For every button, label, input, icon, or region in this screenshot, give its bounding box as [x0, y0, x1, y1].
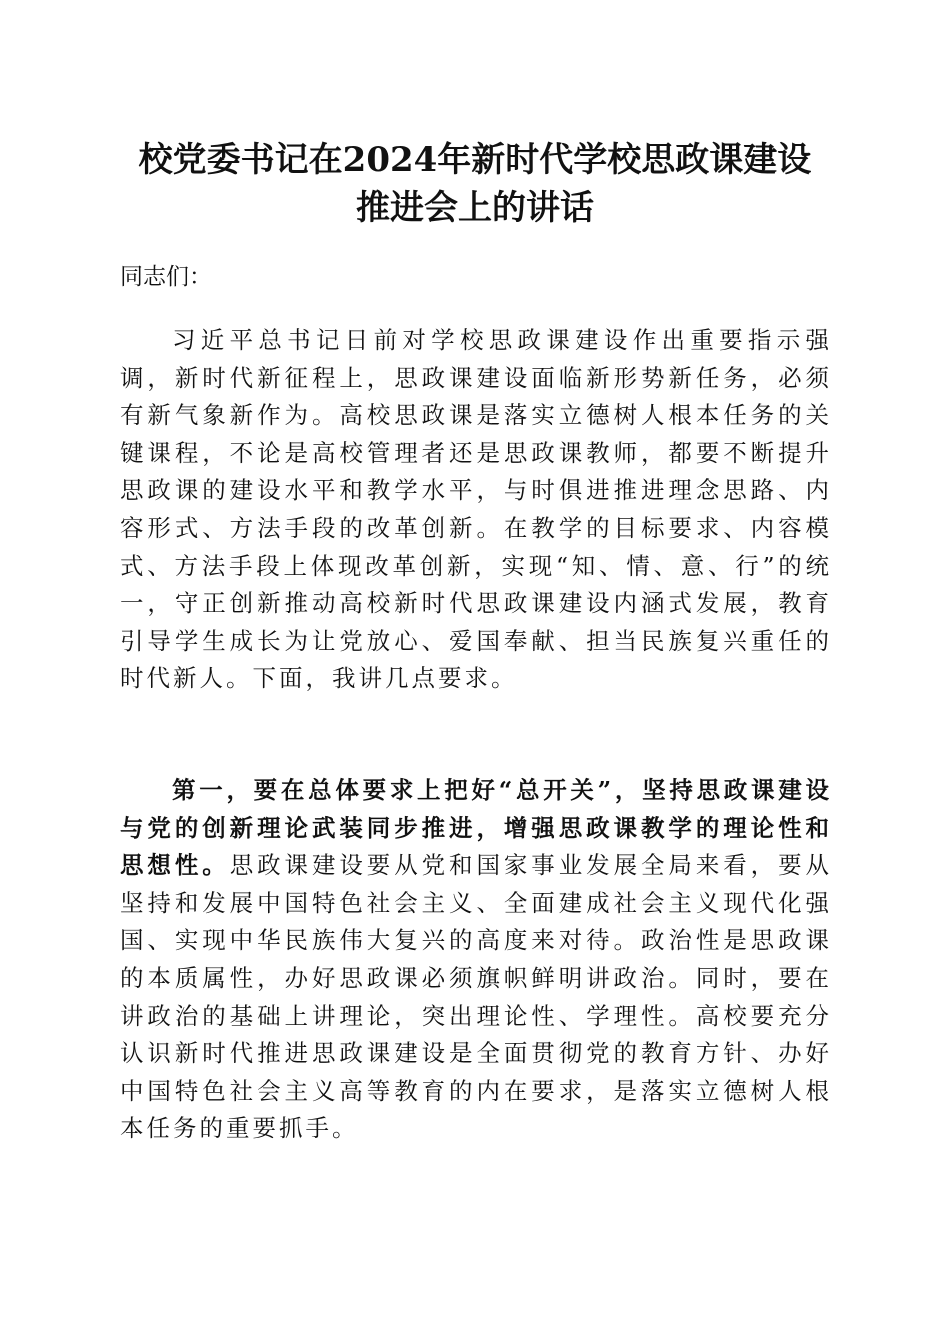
paragraph-2: [120, 772, 832, 1148]
document-title-line-1: 校党委书记在2024年新时代学校思政课建设: [138, 140, 812, 180]
paragraph-2-text: 思政课建设要从党和国家事业发展全局来看，要从坚持和发展中国特色社会主义、全面建成社会主义现代化强国、实现中华民族伟大复兴的高度来对待。政治性是思政课的本质属性，办好思政课必须旗帜鲜明讲政治。同时，要在讲政治的基础上讲理论，突出理论性、学理性。高校要充分认识新时代推进思政课建设是全面贯彻党的教育方针、办好中国特色社会主义高等教育的内在要求，是落实立德树人根本任务的重要抓手。: [120, 851, 833, 1143]
document-title-line-2: 推进会上的讲话: [356, 188, 594, 228]
paragraph-1-text: 习近平总书记日前对学校思政课建设作出重要指示强调，新时代新征程上，思政课建设面临新形势新任务，必须有新气象新作为。高校思政课是落实立德树人根本任务的关键课程，不论是高校管理者还是思政课教师，都要不断提升思政课的建设水平和教学水平，与时俱进推进理念思路、内容形式、方法手段的改革创新。在教学的目标要求、内容模式、方法手段上体现改革创新，实现“知、情、意、行”的统一，守正创新推动高校新时代思政课建设内涵式发展，教育引导学生成长为让党放心、爱国奉献、担当民族复兴重任的时代新人。下面，我讲几点要求。: [120, 326, 832, 693]
paragraph-1: [120, 322, 832, 698]
paragraph-2-lead: 第一，要在总体要求上把好“总开关”，坚持思政课建设与党的创新理论武装同步推进，增强思政课教学的理论性和思想性。: [120, 776, 832, 880]
salutation: 同志们：: [120, 264, 212, 290]
